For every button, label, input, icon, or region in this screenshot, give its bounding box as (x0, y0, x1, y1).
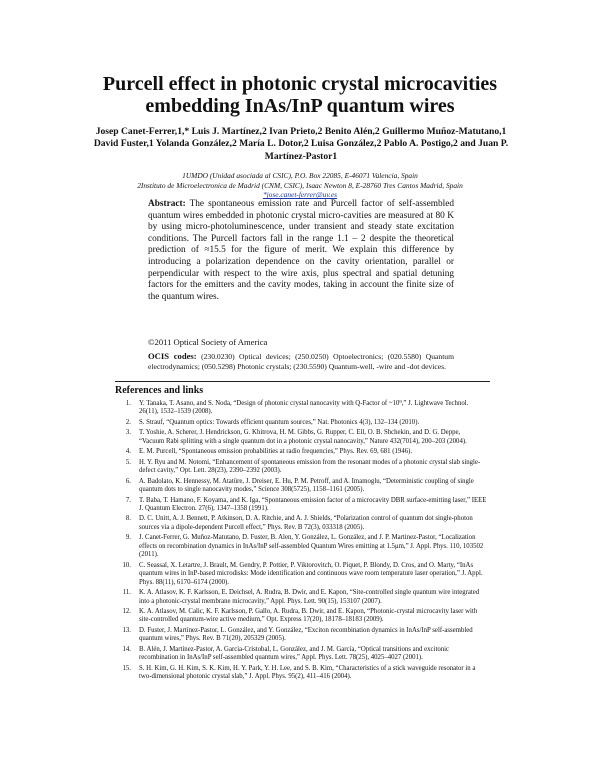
reference-item (115, 400, 487, 417)
reference-text: H. Y. Ryu and M. Notomi, “Enhancement of spontaneous emission from the resonant modes of a photonic crystal slab single-defect cavity,” Opt. Lett. 28(23), 2390–2392 (2003). (139, 458, 481, 475)
ocis-text: (230.0230) Optical devices; (250.0250) Optoelectronics; (020.5580) Quantum electrodynamics; (050.5298) Photonic crystals; (230.5590) Quantum-well, -wire and -dot devices. (148, 352, 455, 371)
affiliations (70, 171, 530, 200)
reference-number: 9. (125, 534, 131, 542)
reference-number: 5. (125, 458, 131, 466)
reference-item (115, 448, 487, 456)
reference-item (115, 608, 487, 625)
reference-item (115, 497, 487, 514)
ocis-label: OCIS codes: (148, 351, 197, 361)
affiliation-2: 2Instituto de Microelectronica de Madrid (CNM, CSIC), Isaac Newton 8, E-28760 Tres Cantos Madrid, Spain (137, 180, 463, 190)
reference-text: A. Badolato, K. Hennessy, M. Atatüre, J. Dreiser, E. Hu, P. M. Petroff, and A. Imamoglu, “Deterministic coupling of single quantum dots to single nanocavity modes,” Science 308(5725), 1158–1161 (2005). (139, 477, 474, 494)
reference-item (115, 478, 487, 495)
reference-number: 14. (122, 645, 131, 653)
ocis-codes (148, 351, 454, 372)
reference-number: 1. (125, 400, 131, 407)
reference-text: Y. Tanaka, T. Asano, and S. Noda, “Design of photonic crystal nanocavity with Q-Factor of ~10⁹,” J. Lightwave Technol. 26(11), 1532–1539 (2008). (139, 400, 469, 416)
paper-title: Purcell effect in photonic crystal microcavities embedding InAs/InP quantum wires (102, 73, 498, 117)
reference-number: 2. (125, 418, 131, 426)
reference-text: S. Strauf, “Quantum optics: Towards efficient quantum sources,” Nat. Photonics 4(3), 132–134 (2010). (139, 418, 420, 426)
reference-number: 12. (122, 607, 131, 615)
reference-list (115, 400, 487, 684)
reference-number: 3. (125, 429, 131, 437)
affiliation-1: 1UMDO (Unidad asociada al CSIC), P.O. Box 22085, E-46071 Valencia, Spain (182, 171, 418, 180)
reference-number: 15. (122, 664, 131, 672)
reference-item (115, 419, 487, 427)
reference-text: J. Canet-Ferrer, G. Muñoz-Matutano, D. Fuster, B. Alen, Y. González, L. González, and J. P. Martinez-Pastor, “Localization effects on recombination dynamics in InAs/InP self-assembled Quantum Wires emitting at 1.5μm,” J. Appl. Phys. 110, 103502 (2011). (139, 534, 484, 559)
reference-text: T. Yoshie, A. Scherer, J. Hendrickson, G. Khitrova, H. M. Gibbs, G. Rupper, C. Ell, O. B. Shchekin, and D. G. Deppe, “Vacuum Rabi splitting with a single quantum dot in a photonic crystal nanocavity,” Nature 432(7014), 200–203 (2004). (139, 429, 467, 445)
reference-number: 13. (122, 626, 131, 634)
abstract-text: The spontaneous emission rate and Purcell factor of self-assembled quantum wires embedded in photonic crystal micro-cavities are measured at 80 K by using micro-photoluminescence, under transient and steady state excitation conditions. The Purcell factors fall in the range 1.1 – 2 despite the theoretical prediction of ≈15.5 for the figure of merit. We explain this difference by introducing a polarization dependence on the cavity orientation, parallel or perpendicular with respect to the wire axis, plus spectral and spatial detuning factors for the emitters and the cavity modes, taking in account the finite size of the quantum wires. (148, 199, 455, 302)
reference-item (115, 562, 487, 587)
email-link[interactable]: *jose.canet-ferrer@uv.es (262, 190, 338, 200)
reference-text: D. Fuster, J. Martínez-Pastor, L. González, and Y. González, “Exciton recombination dynamics in InAs/InP self-assembled quantum wires,” Phys. Rev. B 71(20), 205329 (2005). (139, 626, 473, 643)
reference-number: 10. (122, 561, 131, 569)
references-heading: References and links (115, 385, 204, 396)
reference-text: C. Seassal, X. Letartre, J. Brault, M. Gendry, P. Pottier, P. Viktorovitch, O. Piquet, P. Blondy, D. Cros, and O. Marty, “InAs quantum wires in InP-based microdisks: Mode identification and continuous wave room temperature laser operation,” J. Appl. Phys. 88(11), 6170–6174 (2000). (139, 561, 483, 586)
reference-item (115, 627, 487, 644)
copyright: ©2011 Optical Society of America (148, 337, 268, 347)
reference-text: B. Alén, J. Martínez-Pastor, A. Garcia-Cristobal, L. González, and J. M. García, “Optical transitions and excitonic recombination in InAs/InP self-assembled quantum wires,” Appl. Phys. Lett. 78(25), 4025–4027 (2001). (139, 645, 450, 662)
reference-item (115, 459, 487, 476)
reference-number: 7. (125, 496, 131, 504)
reference-number: 6. (125, 477, 131, 485)
reference-text: E. M. Purcell, “Spontaneous emission probabilities at radio frequencies,” Phys. Rev. 69, 681 (1946). (139, 448, 413, 456)
author-list: Josep Canet-Ferrer,1,* Luis J. Martínez,2 Ivan Prieto,2 Benito Alén,2 Guillermo Muñoz-Matutano,1 David Fuster,1 Yolanda González,2 María L. Dotor,2 Luisa González,2 Pablo A. Postigo,2 and Juan P. Martínez-Pastor1 (93, 126, 509, 162)
reference-number: 11. (122, 589, 131, 597)
reference-text: T. Baba, T. Hamano, F. Koyama, and K. Iga, “Spontaneous emission factor of a microcavity DBR surface-emitting laser,” IEEE J. Quantum Electron. 27(6), 1347–1358 (1991). (139, 496, 487, 512)
abstract (148, 199, 454, 303)
reference-text: S. H. Kim, G. H. Kim, S. K. Kim, H. Y. Park, Y. H. Lee, and S. B. Kim, “Characteristics of a stick waveguide resonator in a two-dimensional photonic crystal slab,” J. Appl. Phys. 95(2), 411–416 (2004). (139, 664, 476, 681)
reference-item (115, 665, 487, 682)
reference-item (115, 429, 487, 446)
reference-item (115, 534, 487, 559)
reference-number: 8. (125, 515, 131, 523)
reference-item (115, 515, 487, 532)
reference-item (115, 589, 487, 606)
reference-text: D. C. Unitt, A. J. Bennett, P. Atkinson, D. A. Ritchie, and A. J. Shields, “Polarization control of quantum dot single-photon sources via a dipole-dependent Purcell effect,” Phys. Rev. B 72(3), 033318 (2005). (139, 515, 473, 531)
reference-number: 4. (125, 448, 131, 456)
reference-text: K. A. Atlasov, K. F. Karlsson, E. Deichsel, A. Rudra, B. Dwir, and E. Kapon, “Site-controlled single quantum wire integrated into a photonic-crystal membrane microcavity,” Appl. Phys. Lett. 90(15), 153107 (2007). (139, 589, 480, 605)
reference-text: K. A. Atlasov, M. Calic, K. F. Karlsson, P. Gallo, A. Rudra, B. Dwir, and E. Kapon, “Photonic-crystal microcavity laser with site-controlled quantum-wire active medium,” Opt. Express 17(20), 18178–18183 (2009). (139, 607, 478, 624)
reference-item (115, 646, 487, 663)
section-divider (115, 381, 490, 382)
abstract-label: Abstract: (148, 199, 186, 209)
